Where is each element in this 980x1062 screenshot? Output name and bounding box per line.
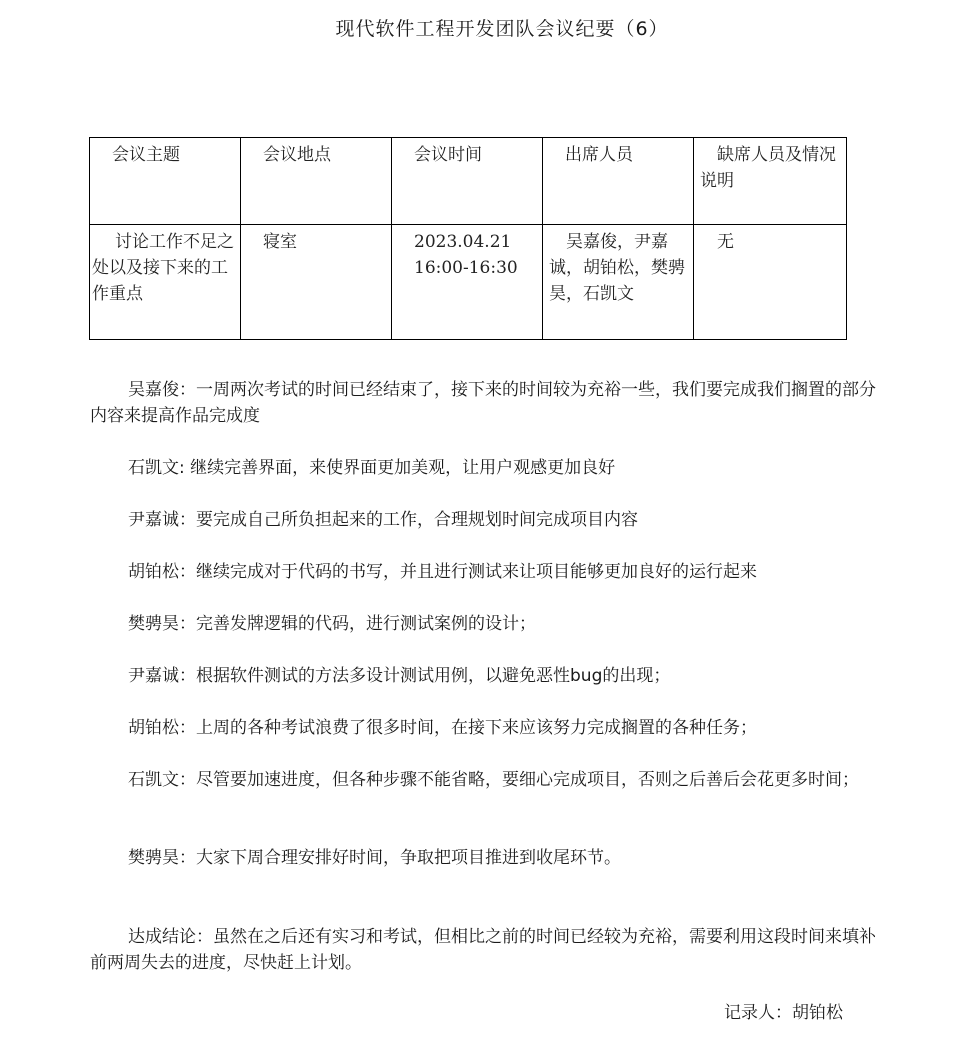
statement-paragraph: 樊骋昊：大家下周合理安排好时间，争取把项目推进到收尾环节。 [128, 848, 621, 868]
statement-paragraph: 胡铂松：上周的各种考试浪费了很多时间，在接下来应该努力完成搁置的各种任务； [128, 718, 757, 738]
cell-attendees: 吴嘉俊，尹嘉诚，胡铂松，樊骋昊，石凯文 [543, 225, 694, 340]
cell-date: 2023.04.21 [414, 232, 512, 252]
header-location: 会议地点 [241, 138, 392, 225]
statement-paragraph: 樊骋昊：完善发牌逻辑的代码，进行测试案例的设计； [128, 614, 536, 634]
recorder-signature: 记录人：胡铂松 [724, 1003, 843, 1023]
cell-time [392, 225, 543, 340]
statement-paragraph: 吴嘉俊：一周两次考试的时间已经结束了，接下来的时间较为充裕一些，我们要完成我们搁置的部分内容来提高作品完成度 [90, 380, 876, 426]
statement-paragraph: 尹嘉诚：根据软件测试的方法多设计测试用例，以避免恶性bug的出现； [128, 666, 671, 686]
table-row [90, 225, 847, 340]
cell-time-range: 16:00-16:30 [414, 258, 518, 278]
header-absentees: 缺席人员及情况说明 [694, 138, 847, 225]
table-header-row [90, 138, 847, 225]
document-title: 现代软件工程开发团队会议纪要（6） [335, 18, 669, 40]
cell-absentees: 无 [694, 225, 847, 340]
statement-paragraph: 胡铂松：继续完成对于代码的书写，并且进行测试来让项目能够更加良好的运行起来 [128, 562, 757, 582]
header-attendees: 出席人员 [543, 138, 694, 225]
cell-location: 寝室 [241, 225, 392, 340]
statement-paragraph: 尹嘉诚：要完成自己所负担起来的工作，合理规划时间完成项目内容 [128, 510, 638, 530]
statement-paragraph: 石凯文: 继续完善界面，来使界面更加美观，让用户观感更加良好 [128, 458, 616, 478]
meeting-info-table [89, 137, 847, 340]
conclusion-paragraph: 达成结论：虽然在之后还有实习和考试，但相比之前的时间已经较为充裕，需要利用这段时间来填补前两周失去的进度，尽快赶上计划。 [90, 927, 876, 973]
statement-paragraph: 石凯文：尽管要加速进度，但各种步骤不能省略，要细心完成项目，否则之后善后会花更多时间； [128, 770, 859, 790]
header-time: 会议时间 [392, 138, 543, 225]
cell-topic: 讨论工作不足之处以及接下来的工作重点 [90, 225, 241, 340]
header-topic: 会议主题 [90, 138, 241, 225]
